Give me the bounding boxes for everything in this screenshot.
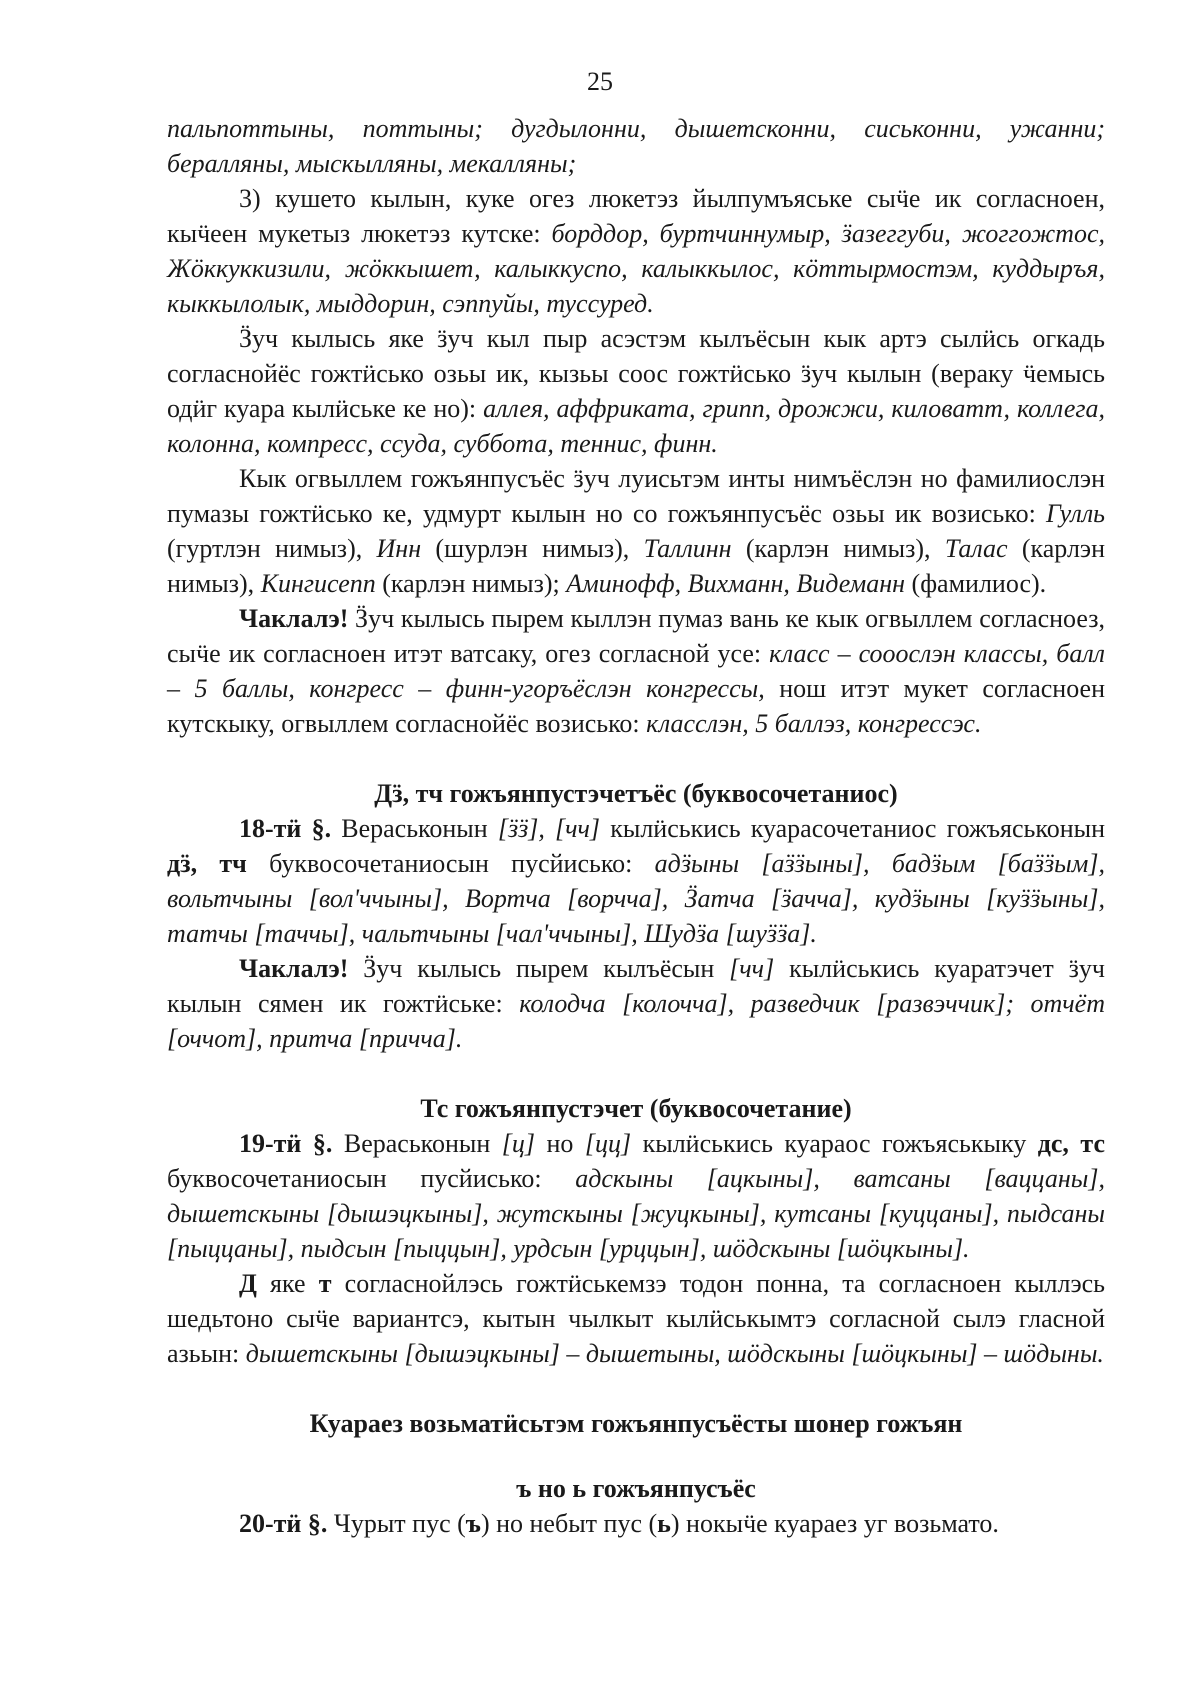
paragraph-section-18: 18-тӥ §. Вераськонын [ӟӟ], [чч] кылӥськись куарасочетаниос гожъяськонын дӟ, тч буквосочетаниосын пусйисько: адӟыны [аӟӟыны], бадӟым [баӟӟым], вольтчыны [вол'ччыны], Вортча [ворчча], Ӟатча [ӟачча], кудӟыны [куӟӟыны], татчы [таччы], чальтчыны [чал'ччыны], Шудӟа [шуӟӟа]. (167, 814, 1105, 948)
paragraph-word-list-1 (167, 111, 1105, 181)
paragraph-note-2: Чаклалэ! Ӟуч кылысь пырем кылъёсын [чч] кылӥськись куаратэчет ӟуч кылын сямен ик гожтӥське: колодча [колочча], разведчик [развэччик]; отчёт [оччот], притча [причча]. (167, 954, 1105, 1053)
section-number: 19-тӥ §. (239, 1129, 333, 1158)
paragraph-russian-double-consonants: Ӟуч кылысь яке ӟуч кыл пыр асэстэм кылъёсын кык артэ сылӥсь огкадь согласнойёс гожтӥсько озьы ик, кызьы соос гожтӥсько ӟуч кылын (вераку ӵемысь одӥг куара кылӥське ке но): аллея, аффриката, грипп, дрожжи, киловатт, коллега, колонна, компресс, ссуда, суббота, теннис, финн. (167, 324, 1105, 458)
paragraph-note-1: Чаклалэ! Ӟуч кылысь пырем кыллэн пумаз вань ке кык огвыллем согласноез, сыӵе ик согласноен итэт ватсаку, огез согласной усе: класс – сооослэн классы, балл – 5 баллы, конгресс – финн-угоръёслэн конгрессы, нош итэт мукет согласноен кутскыку, огвыллем согласнойёс возисько: класслэн, 5 баллэз, конгрессэс. (167, 604, 1105, 738)
paragraph-section-20: 20-тӥ §. Чурыт пус (ъ) но небыт пус (ь) нокыӵе куараез уг возьмато. (239, 1509, 999, 1538)
section-number: 20-тӥ §. (239, 1509, 328, 1538)
note-label: Чаклалэ! (239, 954, 349, 983)
example-words: борддор, буртчиннумыр, ӟазеггуби, жоггожтос, Жӧккуккизили, жӧккышет, калыккуспо, калыккылос, кӧттырмостэм, куддыръя, кыккылолык, мыддорин, сэппуйы, туссуред. (167, 219, 1106, 318)
paragraph-section-19: 19-тӥ §. Вераськонын [ц] но [цц] кылӥськись куараос гожъяськыку дс, тс буквосочетаниосын пусйисько: адскыны [ацкыны], ватсаны [ваццаны], дышетскыны [дышэцкыны], жутскыны [жуцкыны], кутсаны [куццаны], пыдсаны [пыццаны], пыдсын [пыццын], урдсын [урццын], шӧдскыны [шӧцкыны]. (167, 1129, 1105, 1263)
page-body (167, 111, 1105, 1541)
example-words: пальпоттыны, поттыны; дугдылонни, дышетсконни, сиськонни, ужанни; бералляны, мыскылляны, мекалляны; (167, 114, 1105, 178)
paragraph-proper-names: Кык огвыллем гожъянпусъёс ӟуч луисьтэм инты нимъёслэн но фамилиослэн пумазы гожтӥсько ке, удмурт кылын но со гожъянпусъёс озьы ик возисько: Гулль (гуртлэн нимыз), Инн (шурлэн нимыз), Таллинн (карлэн нимыз), Талас (карлэн нимыз), Кингисепп (карлэн нимыз); Аминофф, Вихманн, Видеманн (фамилиос). (167, 464, 1105, 598)
subsection-heading-hard-soft-signs: ъ но ь гожъянпусъёс (516, 1474, 756, 1503)
paragraph-d-t-rule: Д яке т согласнойлэсь гожтӥськемзэ тодон понна, та согласноен кыллэсь шедьтоно сыӵе вариантсэ, кытын чылкыт кылӥськымтэ согласной сылэ гласной азьын: дышетскыны [дышэцкыны] – дышетыны, шӧдскыны [шӧцкыны] – шӧдыны. (167, 1269, 1106, 1368)
section-heading-silent-letters: Куараез возьматӥсьтэм гожъянпусъёсты шонер гожъян (309, 1409, 963, 1438)
page-number: 25 (587, 67, 613, 96)
paragraph-rule-3: 3) кушето кылын, куке огез люкетэз йылпумъяське сыӵе ик согласноен, кыӵеен мукетыз люкетэз кутске: борддор, буртчиннумыр, ӟазеггуби, жоггожтос, Жӧккуккизили, жӧккышет, калыккуспо, калыккылос, кӧттырмостэм, куддыръя, кыккылолык, мыддорин, сэппуйы, туссуред. (167, 184, 1106, 318)
section-heading-ts: Тс гожъянпустэчет (буквосочетание) (420, 1094, 852, 1123)
note-label: Чаклалэ! (239, 604, 349, 633)
example-words: аллея, аффриката, грипп, дрожжи, киловатт, коллега, колонна, компресс, ссуда, суббота, теннис, финн. (167, 394, 1105, 458)
section-number: 18-тӥ §. (239, 814, 332, 843)
section-heading-dz-tch: Дӟ, тч гожъянпустэчетъёс (буквосочетаниос) (374, 779, 898, 808)
